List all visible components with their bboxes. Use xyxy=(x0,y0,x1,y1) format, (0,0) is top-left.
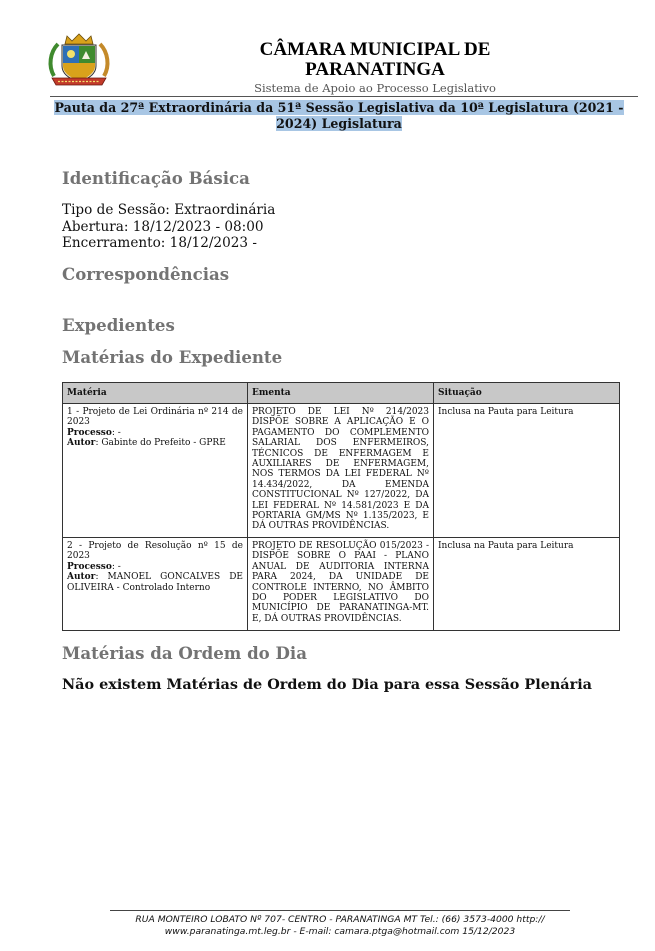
situacao-cell: Inclusa na Pauta para Leitura xyxy=(434,538,620,631)
pauta-title: Pauta da 27ª Extraordinária da 51ª Sessão Legislativa da 10ª Legislatura (2021 - 2024) Legislatura xyxy=(54,100,624,131)
autor-label: Autor xyxy=(67,438,96,449)
page-header xyxy=(0,0,655,100)
materia-title: 1 - Projeto de Lei Ordinária nº 214 de 2023 xyxy=(67,407,243,428)
column-header-ementa: Ementa xyxy=(248,383,434,404)
autor-value: : Gabinte do Prefeito - GPRE xyxy=(95,438,226,449)
footer-address: RUA MONTEIRO LOBATO Nº 707- CENTRO - PARANATINGA MT Tel.: (66) 3573-4000 http:// xyxy=(135,914,545,925)
section-materias-ordem: Matérias da Ordem do Dia xyxy=(62,643,307,663)
materia-cell xyxy=(63,404,248,538)
materia-title: 2 - Projeto de Resolução nº 15 de 2023 xyxy=(67,541,243,562)
section-correspondencias: Correspondências xyxy=(62,264,230,284)
situacao-cell: Inclusa na Pauta para Leitura xyxy=(434,404,620,538)
processo-value: : - xyxy=(111,427,121,438)
session-info xyxy=(62,202,275,252)
ementa-cell: PROJETO DE RESOLUÇÃO 015/2023 - DISPÕE SOBRE O PAAI - PLANO ANUAL DE AUDITORIA INTERNA PARA 2024, DA UNIDADE DE CONTROLE INTERNO, NO ÂMBITO DO PODER LEGISLATIVO DO MUNICÍPIO DE PARANATINGA-MT. E, DÁ OUTRAS PROVIDÊNCIAS. xyxy=(248,538,434,631)
header-divider xyxy=(50,96,638,97)
footer-contact: www.paranatinga.mt.leg.br - E-mail: camara.ptga@hotmail.com 15/12/2023 xyxy=(164,926,516,937)
section-materias-expediente: Matérias do Expediente xyxy=(62,347,283,367)
no-ordem-message: Não existem Matérias de Ordem do Dia para essa Sessão Plenária xyxy=(62,676,593,693)
processo-value: : - xyxy=(111,561,121,572)
system-subtitle: Sistema de Apoio ao Processo Legislativo xyxy=(254,81,496,95)
processo-label: Processo xyxy=(67,427,112,438)
materia-cell xyxy=(63,538,248,631)
materias-table xyxy=(62,382,620,631)
header-title-block xyxy=(232,40,518,95)
table-row xyxy=(63,404,620,538)
ementa-cell: PROJETO DE LEI Nº 214/2023 DISPÕE SOBRE A APLICAÇÃO E O PAGAMENTO DO COMPLEMENTO SALARIAL DOS ENFERMEIROS, TÉCNICOS DE ENFERMAGEM E AUXILIARES DE ENFERMAGEM, NOS TERMOS DA LEI FEDERAL Nº 14.434/2022, DA EMENDA CONSTITUCIONAL Nº 127/2022, DA LEI FEDERAL Nº 14.581/2023 E DA PORTARIA GM/MS Nº 1.135/2023, E DÁ OUTRAS PROVIDÊNCIAS. xyxy=(248,404,434,538)
section-expedientes: Expedientes xyxy=(62,315,175,335)
section-identificacao: Identificação Básica xyxy=(62,168,250,188)
institution-title: CÂMARA MUNICIPAL DE xyxy=(259,39,491,60)
column-header-materia: Matéria xyxy=(63,383,248,404)
column-header-situacao: Situação xyxy=(434,383,620,404)
session-closing: Encerramento: 18/12/2023 - xyxy=(62,235,257,251)
municipal-crest-icon xyxy=(46,32,112,88)
processo-label: Processo xyxy=(67,561,112,572)
autor-value: : MANOEL GONCALVES DE OLIVEIRA - Controlado Interno xyxy=(67,572,243,593)
session-type: Tipo de Sessão: Extraordinária xyxy=(62,202,276,218)
table-header-row xyxy=(63,383,620,404)
session-opening: Abertura: 18/12/2023 - 08:00 xyxy=(62,218,264,235)
institution-title-city: PARANATINGA xyxy=(305,59,445,80)
page-footer xyxy=(80,914,600,938)
table-row xyxy=(63,538,620,631)
autor-label: Autor xyxy=(67,572,96,583)
footer-divider xyxy=(110,910,570,911)
